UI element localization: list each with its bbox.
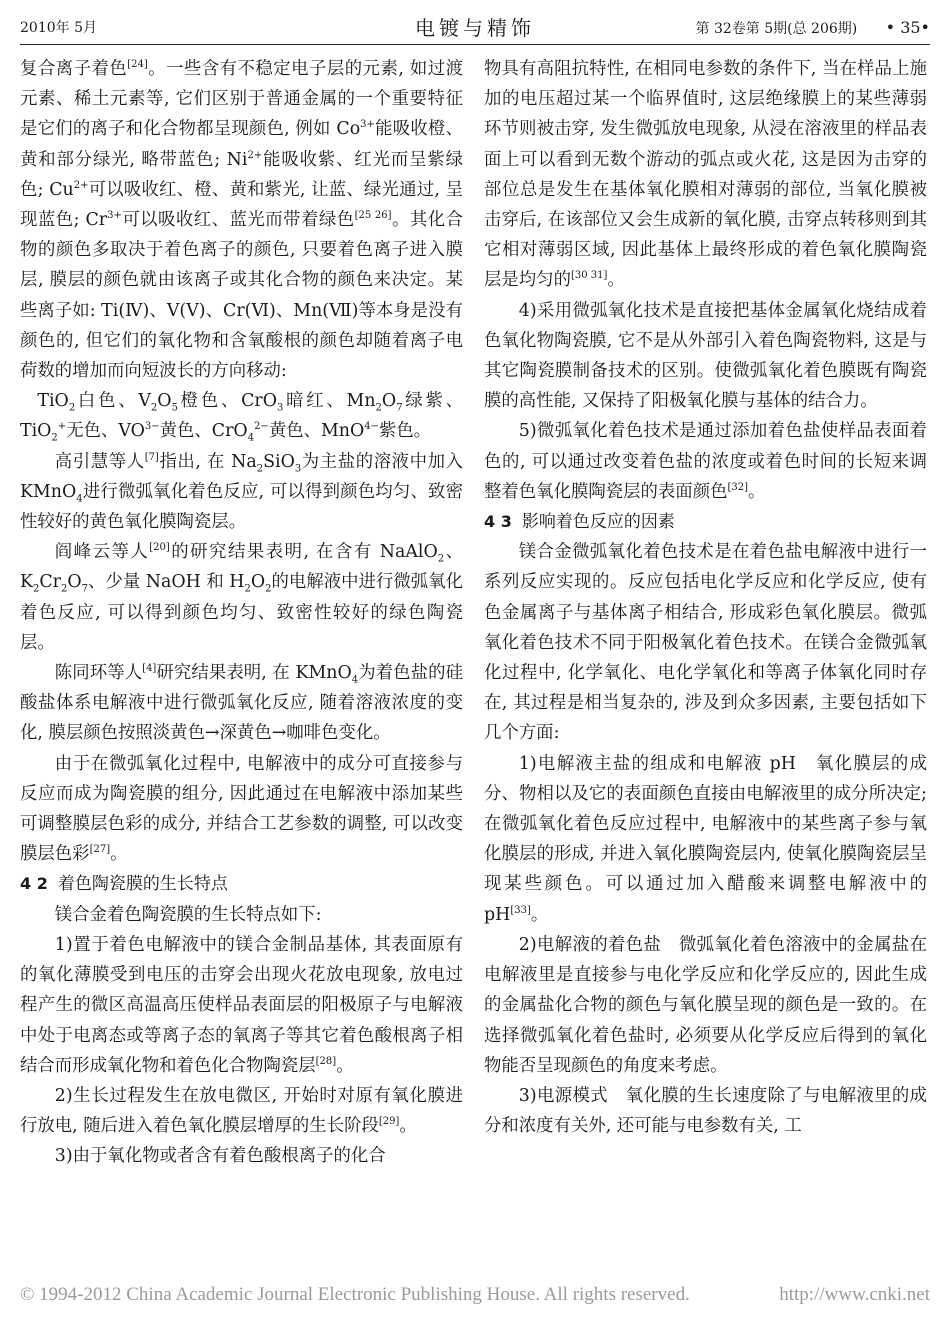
section-number: 4 2 (20, 874, 48, 894)
body-paragraph: 镁合金微弧氧化着色技术是在着色盐电解液中进行一系列反应实现的。反应包括电化学反应和化学反应, 使有色金属离子与基体离子相结合, 形成彩色氧化膜层。微弧氧化着色技术不同于阳极氧化着色技术。在镁合金微弧氧化过程中, 化学氧化、电化学氧化和等离子体氧化同时存在, 其过程是相当复杂的, 涉及到众多因素, 主要包括如下几个方面: (484, 542, 927, 744)
body-paragraph: TiO$_2$白色、$V_2O_5$橙色、CrO$_3$暗红、$Mn_2O_7$绿紫、TiO$_2$+无色、$VO^{3-}$黄色、CrO$_4^{2-}$黄色、MnO$^{4-}$紫色。 (20, 391, 463, 444)
body-paragraph: 2)电解液的着色盐 微弧氧化着色溶液中的金属盐在电解液里是直接参与电化学反应和化学反应的, 因此生成的金属盐化合物的颜色与氧化膜呈现的颜色是一致的。在选择微弧氧化着色盐时, 必须要从化学反应后得到的氧化物能否呈现颜色的角度来考虑。 (484, 934, 927, 1076)
body-paragraph: 物具有高阻抗特性, 在相同电参数的条件下, 当在样品上施加的电压超过某一个临界值时, 这层绝缘膜上的某些薄弱环节则被击穿, 发生微弧放电现象, 从浸在溶液里的样品表面上可以看到无数个游动的弧点或火花, 这是因为击穿的部位总是发生在基体氧化膜相对薄弱的部位, 当氧化膜被击穿后, 在该部位又会生成新的氧化膜, 击穿点转移则到其它相对薄弱区域, 因此基体上最终形成的着色氧化膜陶瓷层是均匀的[30 31]。 (484, 59, 927, 291)
superscript: 3− (144, 421, 160, 433)
subscript: 2 (33, 583, 40, 595)
subscript: 3 (276, 402, 284, 414)
body-paragraph: 2)生长过程发生在放电微区, 开始时对原有氧化膜进行放电, 随后进入着色氧化膜层增厚的生长阶段[29]。 (20, 1085, 463, 1137)
superscript: 4− (364, 421, 379, 433)
cnki-link[interactable]: http://www.cnki.net (779, 1284, 930, 1305)
body-paragraph: 5)微弧氧化着色技术是通过添加着色盐使样品表面着色的, 可以通过改变着色盐的浓度或着色时间的长短来调整着色氧化膜陶瓷层的表面颜色[32]。 (484, 421, 927, 502)
subscript: 2 (61, 583, 68, 595)
subscript: 2 (256, 463, 264, 475)
right-column (484, 54, 927, 1141)
subscript: 4 (76, 493, 83, 505)
citation-ref: [7] (144, 451, 159, 463)
superscript: 2+ (73, 180, 89, 192)
body-paragraph: 1)电解液主盐的组成和电解液 pH 氧化膜层的成分、物相以及它的表面颜色直接由电解液里的成分所决定; 在微弧氧化着色反应过程中, 电解液中的某些离子参与氧化膜层的形成, 并进入氧化膜陶瓷层内, 使氧化膜陶瓷层呈现某些颜色。可以通过加入醋酸来调整电解液中的 pH[33]。 (484, 753, 927, 925)
body-paragraph: 1)置于着色电解液中的镁合金制品基体, 其表面原有的氧化薄膜受到电压的击穿会出现火花放电现象, 放电过程产生的微区高温高压使样品表面层的阳极原子与电解液中处于电离态或等离子态的氧离子等其它着色酸根离子相结合而形成氧化物和着色化合物陶瓷层[28]。 (20, 934, 463, 1076)
journal-title: 电镀与精饰 (415, 16, 535, 40)
citation-ref: [25 26] (354, 210, 392, 222)
subscript: 2 (51, 432, 58, 444)
body-paragraph: 高引慧等人[7]指出, 在 $Na_2SiO_3$为主盐的溶液中加入 KMnO$_4$进行微弧氧化着色反应, 可以得到颜色均匀、致密性较好的黄色氧化膜陶瓷层。 (20, 451, 463, 533)
body-paragraph: 4)采用微弧氧化技术是直接把基体金属氧化烧结成着色氧化物陶瓷膜, 它不是从外部引入着色陶瓷物料, 这是与其它陶瓷膜制备技术的区别。使微弧氧化着色膜既有陶瓷膜的高性能, 又保持了阳极氧化膜与基体的结合力。 (484, 300, 927, 412)
body-paragraph: 镁合金着色陶瓷膜的生长特点如下: (54, 904, 322, 925)
volume-issue: 第 32卷第 5期(总 206期) (695, 21, 858, 37)
copyright-footer (20, 1275, 930, 1315)
citation-ref: [24] (127, 59, 148, 71)
subscript: 2 (68, 402, 76, 414)
citation-ref: [32] (727, 482, 749, 494)
section-title: 着色陶瓷膜的生长特点 (57, 874, 228, 895)
left-column (20, 54, 463, 1172)
citation-ref: [20] (149, 542, 170, 554)
subscript: 3 (294, 463, 302, 475)
subscript: 2 (375, 402, 382, 414)
body-paragraph: 复合离子着色[24]。一些含有不稳定电子层的元素, 如过渡元素、稀土元素等, 它们区别于普通金属的一个重要特征是它们的离子和化合物都呈现颜色, 例如 $Co^{3+}$能吸收橙、黄和部分绿光, 略带蓝色; $Ni^{2+}$能吸收紫、红光而呈紫绿色; $Cu^{2+}$可以吸收红、橙、黄和紫光, 让蓝、绿光通过, 呈现蓝色; $Cr^{3+}$可以吸收红、蓝光而带着绿色[25 26]。其化合物的颜色多取决于着色离子的颜色, 只要着色离子进入膜层, 膜层的颜色就由该离子或其化合物的颜色来决定。某些离子如: Ti(Ⅳ)、V(Ⅴ)、Cr(Ⅵ)、Mn(Ⅶ)等本身是没有颜色的, 但它们的氧化物和含氧酸根的颜色却随着离子电荷数的增加而向短波长的方向移动: (20, 59, 463, 382)
citation-ref: [28] (315, 1055, 337, 1067)
body-paragraph: 由于在微弧氧化过程中, 电解液中的成分可直接参与反应而成为陶瓷膜的组分, 因此通过在电解液中添加某些可调整膜层色彩的成分, 并结合工艺参数的调整, 可以改变膜层色彩[27]。 (20, 753, 463, 865)
subscript: 5 (171, 402, 178, 414)
superscript: 2+ (247, 149, 263, 161)
section-heading (484, 507, 927, 537)
body-paragraph: 陈同环等人[4]研究结果表明, 在 KMnO$_4$为着色盐的硅酸盐体系电解液中进行微弧氧化反应, 随着溶液浓度的变化, 膜层颜色按照淡黄色→深黄色→咖啡色变化。 (20, 663, 463, 744)
superscript: 2− (254, 421, 269, 433)
subscript: 2 (244, 583, 251, 595)
section-title: 影响着色反应的因素 (521, 512, 675, 533)
citation-ref: [4] (142, 663, 157, 675)
body-paragraph: 3)由于氧化物或者含有着色酸根离子的化合 (54, 1146, 386, 1167)
section-heading (20, 869, 463, 899)
section-number: 4 3 (484, 512, 512, 532)
citation-ref: [33] (510, 904, 531, 916)
subscript: 2 (265, 583, 272, 595)
subscript: 2 (437, 553, 445, 565)
superscript: 3+ (107, 210, 122, 222)
superscript: + (57, 421, 67, 433)
citation-ref: [30 31] (570, 270, 608, 282)
subscript: 4 (351, 674, 359, 686)
subscript: 7 (396, 402, 403, 414)
running-header (20, 14, 930, 42)
citation-ref: [29] (378, 1116, 400, 1128)
header-rule (20, 44, 930, 45)
issue-date: 2010年 5月 (20, 20, 97, 36)
subscript: 2 (150, 402, 158, 414)
superscript: 3+ (360, 119, 375, 131)
subscript: 4 (247, 432, 255, 444)
body-paragraph: 阎峰云等人[20]的研究结果表明, 在含有 NaAlO$_2$、$K_2Cr_2O_7$、少量 NaOH 和 $H_2O_2$的电解液中进行微弧氧化着色反应, 可以得到颜色均匀、致密性较好的绿色陶瓷层。 (20, 542, 463, 653)
volume-info (696, 14, 931, 43)
page-number: • 35• (885, 18, 930, 37)
body-paragraph: 3)电源模式 氧化膜的生长速度除了与电解液里的成分和浓度有关外, 还可能与电参数有关, 工 (484, 1085, 927, 1137)
copyright-text: © 1994-2012 China Academic Journal Electronic Publishing House. All rights reserved. (20, 1284, 690, 1305)
citation-ref: [27] (89, 844, 111, 856)
subscript: 7 (81, 583, 89, 595)
